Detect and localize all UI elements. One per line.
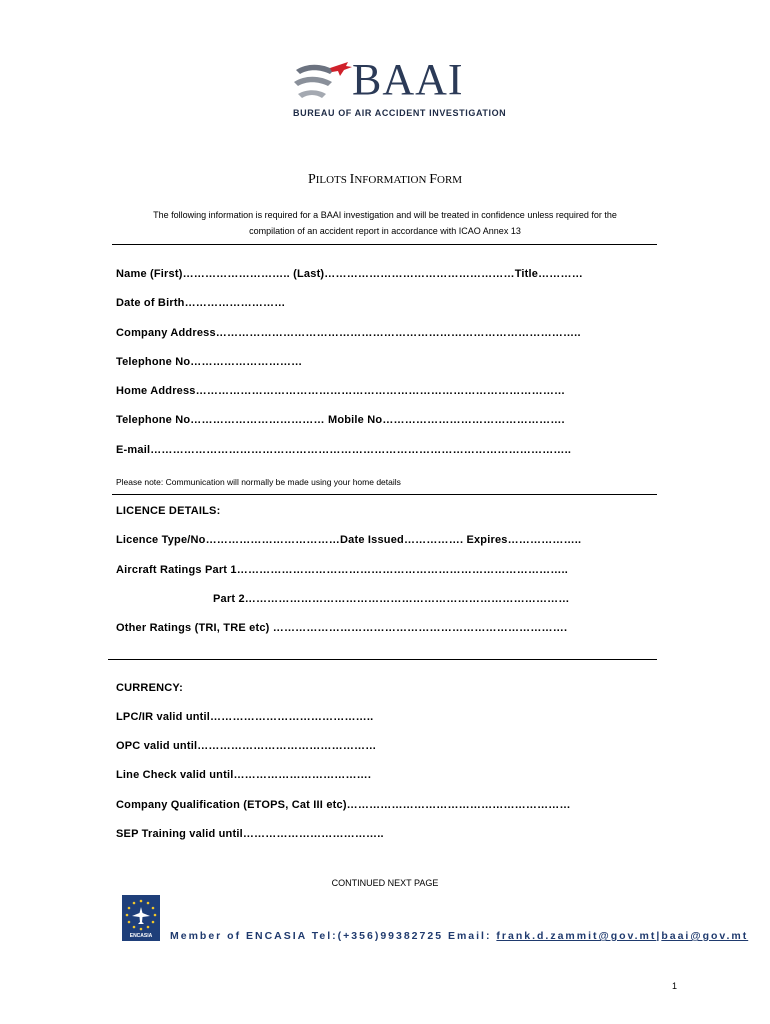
opc-field[interactable]: OPC valid until…………………………………………	[116, 740, 377, 752]
encasia-logo	[122, 895, 160, 941]
aircraft-ratings-part1-field[interactable]: Aircraft Ratings Part 1……………………………………………………………………………..	[116, 564, 569, 576]
intro-text	[110, 207, 660, 239]
email-link-2[interactable]: baai@gov.mt	[661, 930, 749, 942]
footer-contact	[170, 930, 748, 942]
company-qualification-field[interactable]: Company Qualification (ETOPS, Cat III etc)……………………………………………………	[116, 799, 571, 811]
licence-type-field[interactable]: Licence Type/No………………………………Date Issued……………. Expires………………..	[116, 534, 582, 546]
other-ratings-field[interactable]: Other Ratings (TRI, TRE etc) …………………………………………………………………….	[116, 622, 568, 634]
intro-line-1: The following information is required for a BAAI investigation and will be treated in confidence unless required for the	[153, 210, 617, 220]
encasia-label: ENCASIA	[129, 933, 153, 939]
logo-subtitle: BUREAU OF AIR ACCIDENT INVESTIGATION	[293, 108, 507, 118]
line-check-field[interactable]: Line Check valid until……………………………….	[116, 769, 372, 781]
divider-licence	[112, 494, 657, 495]
currency-heading: CURRENCY:	[116, 682, 183, 694]
sep-training-field[interactable]: SEP Training valid until………………………………..	[116, 828, 384, 840]
aircraft-ratings-part2-field[interactable]: Part 2……………………………………………………………………………	[213, 593, 570, 605]
email-field[interactable]: E-mail…………………………………………………………………………………………………..	[116, 444, 572, 456]
lpc-ir-field[interactable]: LPC/IR valid until……………………………………..	[116, 711, 374, 723]
email-separator: |	[656, 930, 662, 942]
home-address-field[interactable]: Home Address………………………………………………………………………………………	[116, 385, 566, 397]
divider-currency	[108, 659, 657, 660]
logo-text: BAAI	[352, 55, 464, 104]
email-link-1[interactable]: frank.d.zammit@gov.mt	[496, 930, 657, 942]
company-address-field[interactable]: Company Address……………………………………………………………………………………..	[116, 327, 581, 339]
telephone-mobile-field[interactable]: Telephone No……………………………… Mobile No………………………………………….	[116, 414, 565, 426]
dob-field[interactable]: Date of Birth………………………	[116, 297, 286, 309]
telephone-field[interactable]: Telephone No…………………………	[116, 356, 303, 368]
continued-next-page: CONTINUED NEXT PAGE	[331, 878, 439, 888]
member-text: Member of ENCASIA Tel:(+356)99382725 Email:	[170, 930, 497, 942]
name-field[interactable]: Name (First)……………………….. (Last)……………………………………………Title…………	[116, 268, 583, 280]
contact-note: Please note: Communication will normally be made using your home details	[116, 477, 401, 487]
licence-heading: LICENCE DETAILS:	[116, 505, 221, 517]
baai-swirl-icon	[290, 58, 352, 106]
intro-line-2: compilation of an accident report in accordance with ICAO Annex 13	[249, 226, 521, 236]
divider-top	[112, 244, 657, 245]
baai-logo	[290, 55, 507, 120]
form-title: PILOTS INFORMATION FORM	[307, 172, 463, 187]
page-number: 1	[672, 981, 678, 991]
stars-plane-icon	[122, 897, 160, 933]
